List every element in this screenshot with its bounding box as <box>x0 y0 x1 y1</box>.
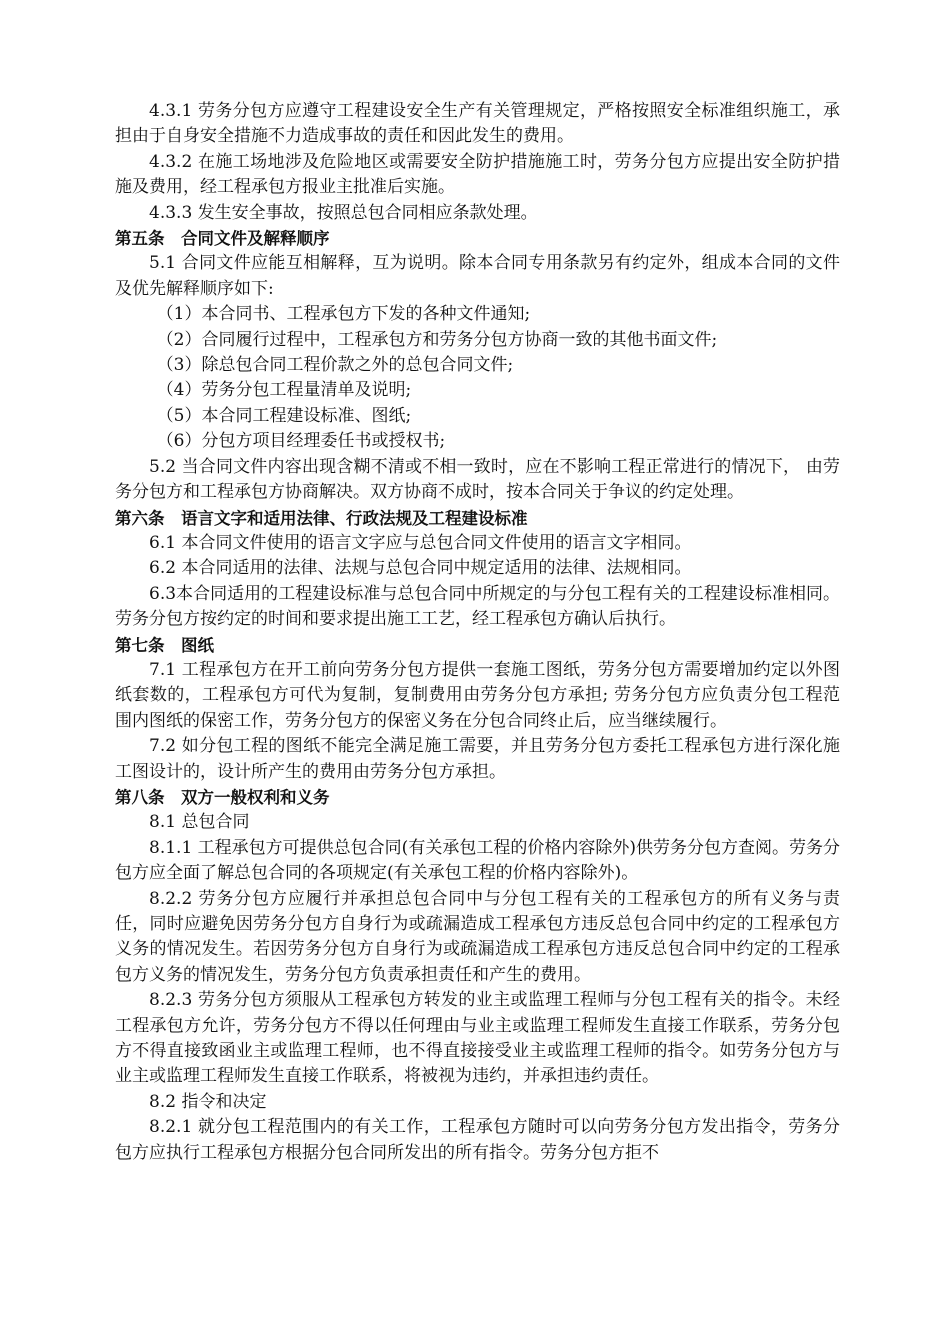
clause-6-1: 6.1 本合同文件使用的语言文字应与总包合同文件使用的语言文字相同。 <box>149 532 692 553</box>
clause-4-3-3: 4.3.3 发生安全事故，按照总包合同相应条款处理。 <box>149 202 538 223</box>
document-page <box>115 99 840 1166</box>
clause-6-2: 6.2 本合同适用的法律、法规与总包合同中规定适用的法律、法规相同。 <box>149 558 692 579</box>
clause-4-3-1: 4.3.1 劳务分包方应遵守工程建设安全生产有关管理规定，严格按照安全标准组织施工，承担由于自身安全措施不力造成事故的责任和因此发生的费用。 <box>115 101 840 147</box>
clause-4-3-2: 4.3.2 在施工场地涉及危险地区或需要安全防护措施施工时，劳务分包方应提出安全防护措施及费用，经工程承包方报业主批准后实施。 <box>115 151 840 198</box>
article-6-heading: 第六条 语言文字和适用法律、行政法规及工程建设标准 <box>115 508 528 528</box>
list-item-2: （2）合同履行过程中，工程承包方和劳务分包方协商一致的其他书面文件; <box>156 329 718 350</box>
article-8-heading: 第八条 双方一般权利和义务 <box>115 787 330 807</box>
clause-8-2: 8.2 指令和决定 <box>149 1091 267 1112</box>
article-7-heading: 第七条 图纸 <box>115 635 214 655</box>
list-item-3: （3）除总包合同工程价款之外的总包合同文件; <box>156 355 514 376</box>
list-item-6: （6）分包方项目经理委任书或授权书; <box>156 431 446 452</box>
clause-6-3: 6.3本合同适用的工程建设标准与总包合同中所规定的与分包工程有关的工程建设标准相同。劳务分包方按约定的时间和要求提出施工工艺，经工程承包方确认后执行。 <box>115 583 840 630</box>
clause-7-1: 7.1 工程承包方在开工前向劳务分包方提供一套施工图纸，劳务分包方需要增加约定以外图纸套数的，工程承包方可代为复制，复制费用由劳务分包方承担; 劳务分包方应负责分包工程范围内图纸的保密工作，劳务分包方的保密义务在分包合同终止后，应当继续履行。 <box>115 659 840 731</box>
clause-8-2-2: 8.2.2 劳务分包方应履行并承担总包合同中与分包工程有关的工程承包方的所有义务与责任，同时应避免因劳务分包方自身行为或疏漏造成工程承包方违反总包合同中约定的工程承包方义务的情况发生。若因劳务分包方自身行为或疏漏造成工程承包方违反总包合同中约定的工程承包方义务的情况发生，劳务分包方负责承担责任和产生的费用。 <box>115 888 840 985</box>
list-item-1: （1）本合同书、工程承包方下发的各种文件通知; <box>156 304 531 325</box>
clause-5-1: 5.1 合同文件应能互相解释，互为说明。除本合同专用条款另有约定外，组成本合同的文件及优先解释顺序如下: <box>115 253 840 299</box>
list-item-5: （5）本合同工程建设标准、图纸; <box>156 405 412 426</box>
clause-8-1-1: 8.1.1 工程承包方可提供总包合同(有关承包工程的价格内容除外)供劳务分包方查阅。劳务分包方应全面了解总包合同的各项规定(有关承包工程的价格内容除外)。 <box>115 837 840 884</box>
clause-8-2-1: 8.2.1 就分包工程范围内的有关工作，工程承包方随时可以向劳务分包方发出指令，劳务分包方应执行工程承包方根据分包合同所发出的所有指令。劳务分包方拒不 <box>115 1117 840 1163</box>
list-item-4: （4）劳务分包工程量清单及说明; <box>156 380 412 401</box>
article-5-heading: 第五条 合同文件及解释顺序 <box>115 229 330 249</box>
clause-8-1: 8.1 总包合同 <box>149 812 250 833</box>
clause-5-2: 5.2 当合同文件内容出现含糊不清或不相一致时，应在不影响工程正常进行的情况下， 由劳务分包方和工程承包方协商解决。双方协商不成时，按本合同关于争议的约定处理。 <box>115 456 840 503</box>
clause-7-2: 7.2 如分包工程的图纸不能完全满足施工需要，并且劳务分包方委托工程承包方进行深化施工图设计的，设计所产生的费用由劳务分包方承担。 <box>115 736 840 782</box>
clause-8-2-3: 8.2.3 劳务分包方须服从工程承包方转发的业主或监理工程师与分包工程有关的指令。未经工程承包方允许，劳务分包方不得以任何理由与业主或监理工程师发生直接工作联系，劳务分包方不得直接致函业主或监理工程师，也不得直接接受业主或监理工程师的指令。如劳务分包方与业主或监理工程师发生直接工作联系，将被视为违约，并承担违约责任。 <box>115 990 840 1087</box>
